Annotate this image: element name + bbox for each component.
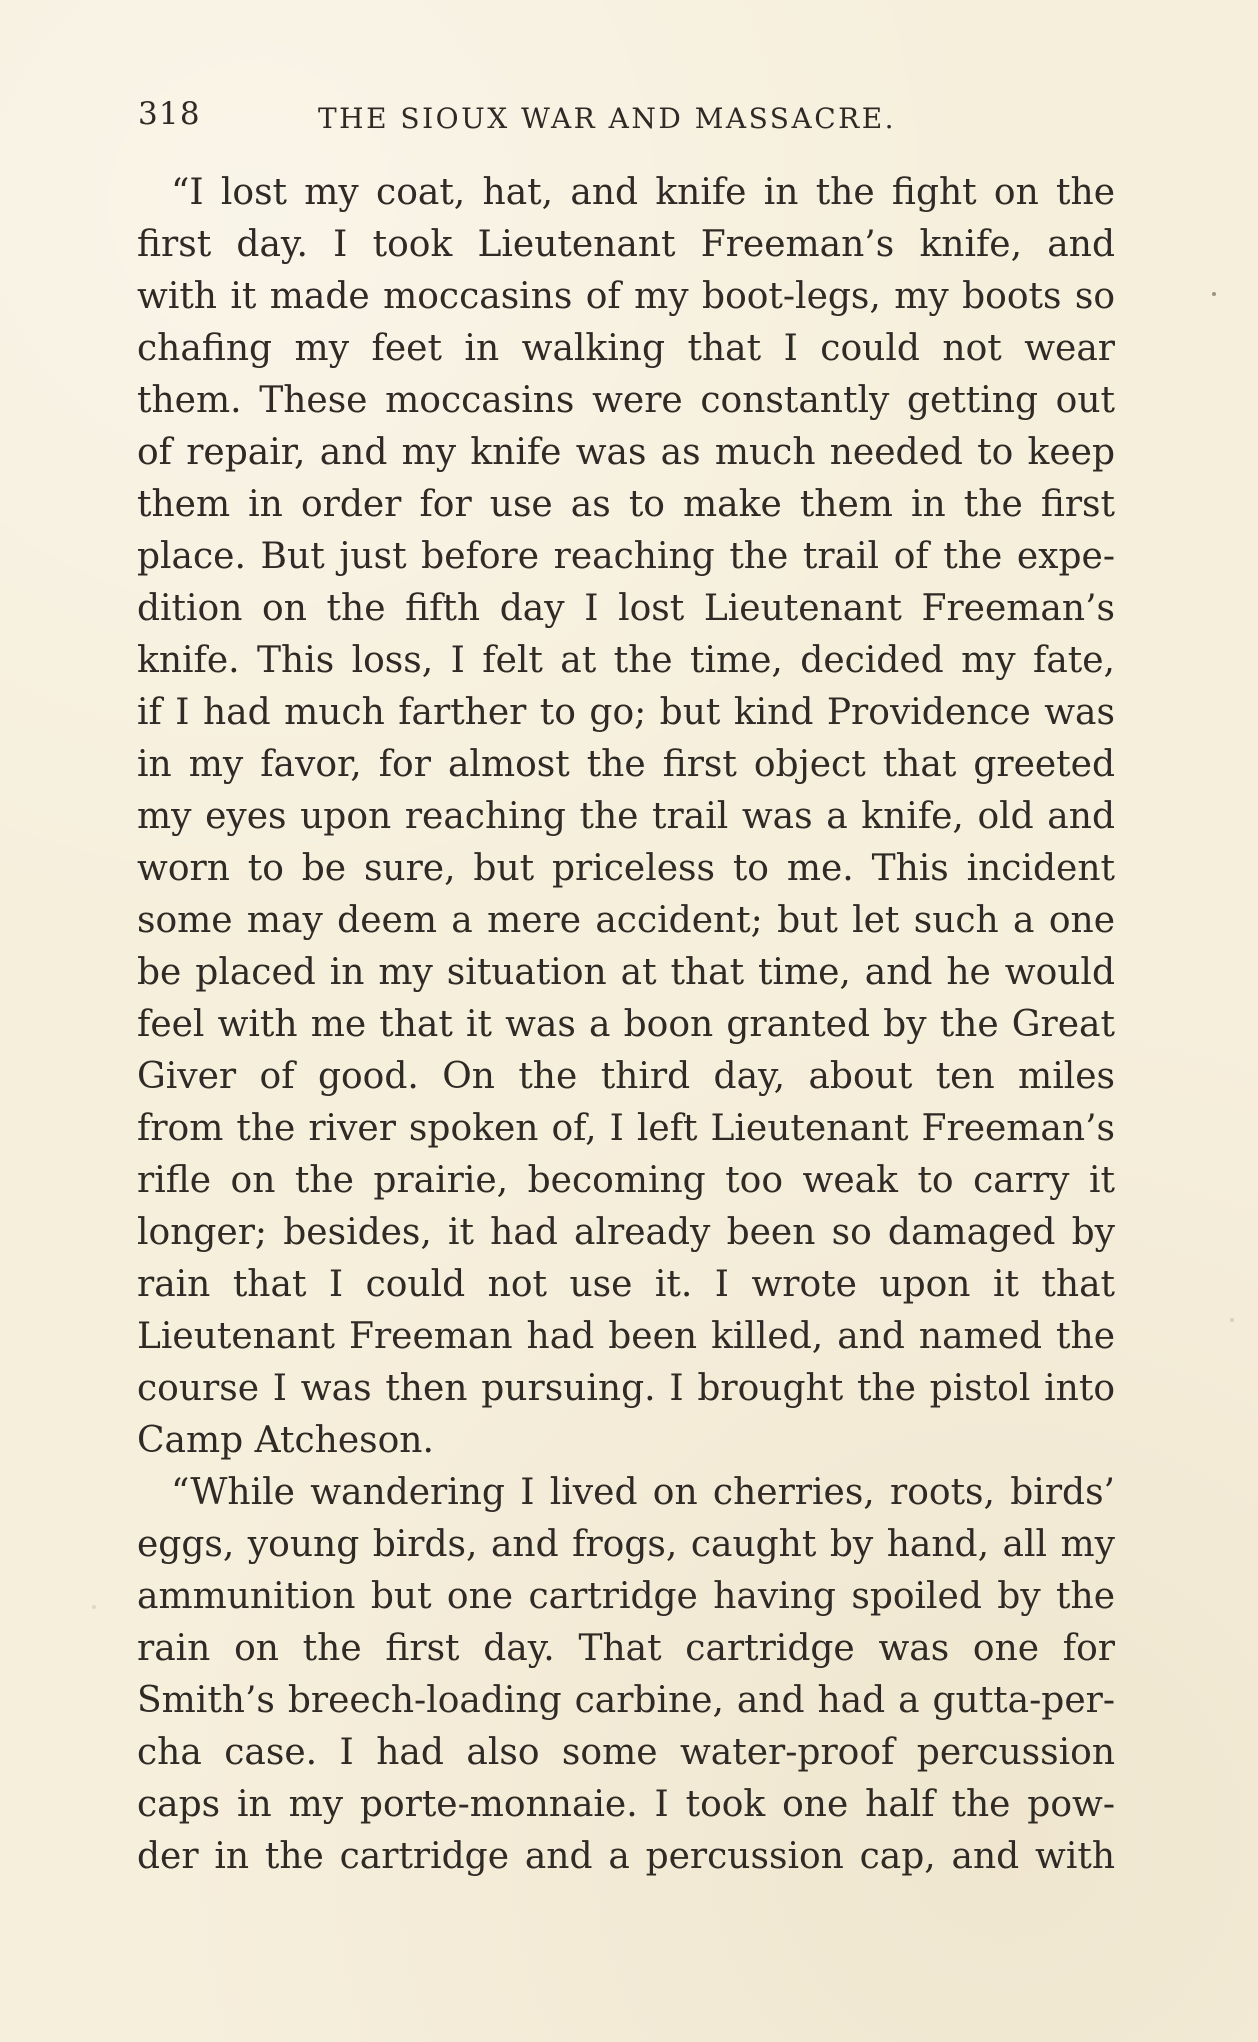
text-line: rifle on the prairie, becoming too weak to carry it (137, 1160, 1115, 1201)
text-line: if I had much farther to go; but kind Providence was (137, 692, 1115, 733)
text-line: feel with me that it was a boon granted by the Great (137, 1004, 1115, 1045)
running-head: THE SIOUX WAR AND MASSACRE. (318, 102, 897, 135)
text-line: knife. This loss, I felt at the time, decided my fate, (137, 640, 1115, 681)
text-line: chafing my feet in walking that I could not wear (137, 328, 1115, 369)
text-line: ammunition but one cartridge having spoiled by the (137, 1576, 1115, 1617)
text-line: Camp Atcheson. (137, 1420, 434, 1461)
text-line: Lieutenant Freeman had been killed, and named the (137, 1316, 1115, 1357)
text-line: in my favor, for almost the first object that greeted (137, 744, 1115, 785)
body-text (137, 167, 1115, 1883)
text-line: “I lost my coat, hat, and knife in the fight on the (171, 172, 1115, 213)
text-line: some may deem a mere accident; but let such a one (137, 900, 1115, 941)
page-number: 318 (138, 96, 201, 132)
page-header (138, 96, 1118, 140)
text-line: longer; besides, it had already been so damaged by (137, 1212, 1115, 1253)
text-line: dition on the fifth day I lost Lieutenant Freeman’s (137, 588, 1115, 629)
text-line: rain on the first day. That cartridge was one for (137, 1628, 1115, 1669)
text-line: with it made moccasins of my boot-legs, my boots so (137, 276, 1115, 317)
text-line: them. These moccasins were constantly getting out (137, 380, 1115, 421)
paper-speck (92, 1605, 96, 1609)
text-line: first day. I took Lieutenant Freeman’s knife, and (137, 224, 1115, 265)
text-line: rain that I could not use it. I wrote upon it that (137, 1264, 1115, 1305)
text-line: of repair, and my knife was as much needed to keep (137, 432, 1115, 473)
text-line: course I was then pursuing. I brought the pistol into (137, 1368, 1115, 1409)
text-line: “While wandering I lived on cherries, roots, birds’ (171, 1472, 1115, 1513)
text-line: place. But just before reaching the trail of the expe- (137, 536, 1115, 577)
text-line: them in order for use as to make them in the first (137, 484, 1115, 525)
text-line: der in the cartridge and a percussion cap, and with (137, 1836, 1115, 1877)
text-line: my eyes upon reaching the trail was a knife, old and (137, 796, 1115, 837)
text-line: Smith’s breech-loading carbine, and had a gutta-per- (137, 1680, 1115, 1721)
text-line: caps in my porte-monnaie. I took one half the pow- (137, 1784, 1115, 1825)
text-line: Giver of good. On the third day, about ten miles (137, 1056, 1115, 1097)
text-line: cha case. I had also some water-proof percussion (137, 1732, 1115, 1773)
text-line: eggs, young birds, and frogs, caught by hand, all my (137, 1524, 1115, 1565)
paper-speck (1212, 292, 1216, 296)
text-line: from the river spoken of, I left Lieutenant Freeman’s (137, 1108, 1115, 1149)
text-line: worn to be sure, but priceless to me. This incident (137, 848, 1115, 889)
paper-speck (1230, 1318, 1234, 1322)
text-line: be placed in my situation at that time, and he would (137, 952, 1115, 993)
